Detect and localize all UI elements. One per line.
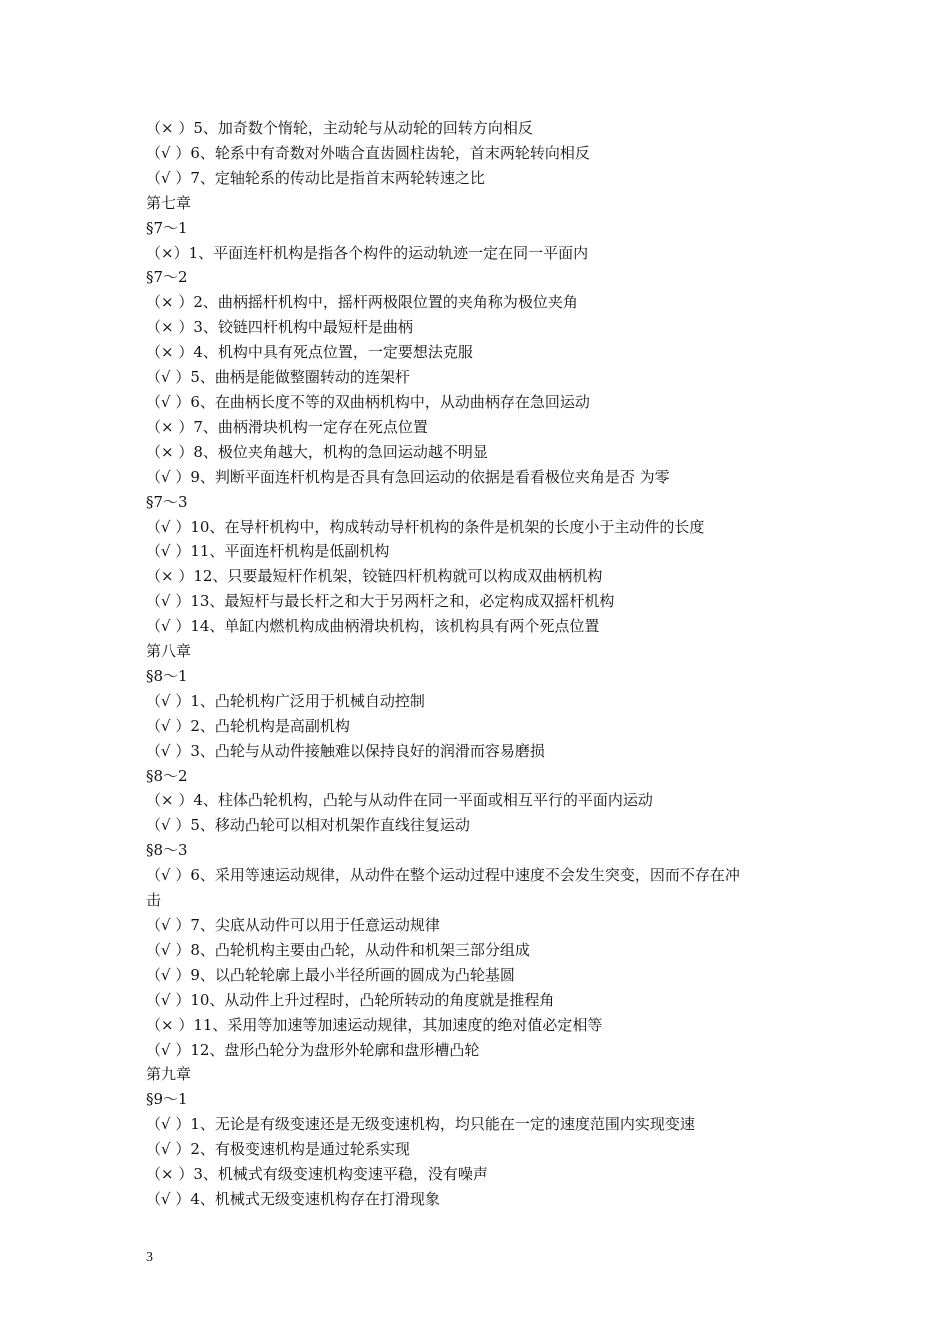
text-line: （√ ）6、轮系中有奇数对外啮合直齿圆柱齿轮，首末两轮转向相反 (146, 143, 590, 162)
text-line: （√ ）3、凸轮与从动件接触难以保持良好的润滑而容易磨损 (146, 741, 545, 760)
text-line: （√ ）6、在曲柄长度不等的双曲柄机构中，从动曲柄存在急回运动 (146, 392, 590, 411)
text-line: （× ）11、采用等加速等加速运动规律，其加速度的绝对值必定相等 (146, 1015, 603, 1034)
text-line: （√ ）14、单缸内燃机构成曲柄滑块机构，该机构具有两个死点位置 (146, 617, 600, 636)
section-heading: §7～3 (146, 492, 188, 511)
text-line: （× ）12、只要最短杆作机架，铰链四杆机构就可以构成双曲柄机构 (146, 567, 603, 586)
text-line: （× ）5、加奇数个惰轮，主动轮与从动轮的回转方向相反 (146, 119, 533, 137)
chapter-heading: 第九章 (146, 1065, 192, 1084)
text-line: （√ ）1、凸轮机构广泛用于机械自动控制 (146, 691, 425, 710)
text-line: （√ ）4、机械式无级变速机构存在打滑现象 (146, 1189, 440, 1208)
section-heading: §8～2 (146, 766, 188, 785)
text-line: （√ ）9、以凸轮轮廓上最小半径所画的圆成为凸轮基圆 (146, 965, 515, 984)
text-line: （√ ）13、最短杆与最长杆之和大于另两杆之和，必定构成双摇杆机构 (146, 592, 615, 611)
text-line: （× ）4、机构中具有死点位置，一定要想法克服 (146, 343, 473, 362)
text-line: （×）1、平面连杆机构是指各个构件的运动轨迹一定在同一平面内 (146, 243, 589, 262)
section-heading: §8～1 (146, 666, 188, 685)
text-line: （√ ）2、有极变速机构是通过轮系实现 (146, 1140, 410, 1159)
text-line: （√ ）7、定轴轮系的传动比是指首末两轮转速之比 (146, 168, 485, 187)
section-heading: §9～1 (146, 1090, 188, 1109)
text-line: （√ ）10、在导杆机构中，构成转动导杆机构的条件是机架的长度小于主动件的长度 (146, 517, 705, 536)
document-body (146, 116, 826, 1212)
text-line: （√ ）8、凸轮机构主要由凸轮，从动件和机架三部分组成 (146, 940, 530, 959)
text-line: （× ）7、曲柄滑块机构一定存在死点位置 (146, 417, 428, 436)
section-heading: §7～1 (146, 218, 188, 237)
text-line: （√ ）7、尖底从动件可以用于任意运动规律 (146, 916, 440, 934)
text-line: 击 (146, 891, 162, 910)
text-line: （√ ）6、采用等速运动规律，从动件在整个运动过程中速度不会发生突变，因而不存在冲 (146, 866, 740, 885)
text-line: （√ ）5、曲柄是能做整圈转动的连架杆 (146, 368, 410, 387)
page-number: 3 (146, 1250, 153, 1265)
text-line: （× ）8、极位夹角越大，机构的急回运动越不明显 (146, 442, 488, 461)
text-line: （√ ）10、从动件上升过程时，凸轮所转动的角度就是推程角 (146, 990, 555, 1009)
text-line: （× ）3、机械式有级变速机构变速平稳，没有噪声 (146, 1165, 488, 1184)
chapter-heading: 第七章 (146, 193, 192, 212)
chapter-heading: 第八章 (146, 642, 192, 661)
text-line: （× ）4、柱体凸轮机构，凸轮与从动件在同一平面或相互平行的平面内运动 (146, 791, 653, 810)
text-line: （× ）3、铰链四杆机构中最短杆是曲柄 (146, 318, 413, 337)
text-line: （√ ）1、无论是有级变速还是无级变速机构，均只能在一定的速度范围内实现变速 (146, 1115, 695, 1134)
text-line: （√ ）11、平面连杆机构是低副机构 (146, 542, 390, 561)
text-line: （√ ）5、移动凸轮可以相对机架作直线往复运动 (146, 816, 470, 835)
text-line: （√ ）9、判断平面连杆机构是否具有急回运动的依据是看看极位夹角是否 为零 (146, 467, 670, 486)
text-line: （× ）2、曲柄摇杆机构中，摇杆两极限位置的夹角称为极位夹角 (146, 293, 578, 312)
text-line: （√ ）2、凸轮机构是高副机构 (146, 716, 350, 735)
section-heading: §8～3 (146, 841, 188, 860)
text-line: （√ ）12、盘形凸轮分为盘形外轮廓和盘形槽凸轮 (146, 1040, 480, 1059)
section-heading: §7～2 (146, 268, 188, 287)
